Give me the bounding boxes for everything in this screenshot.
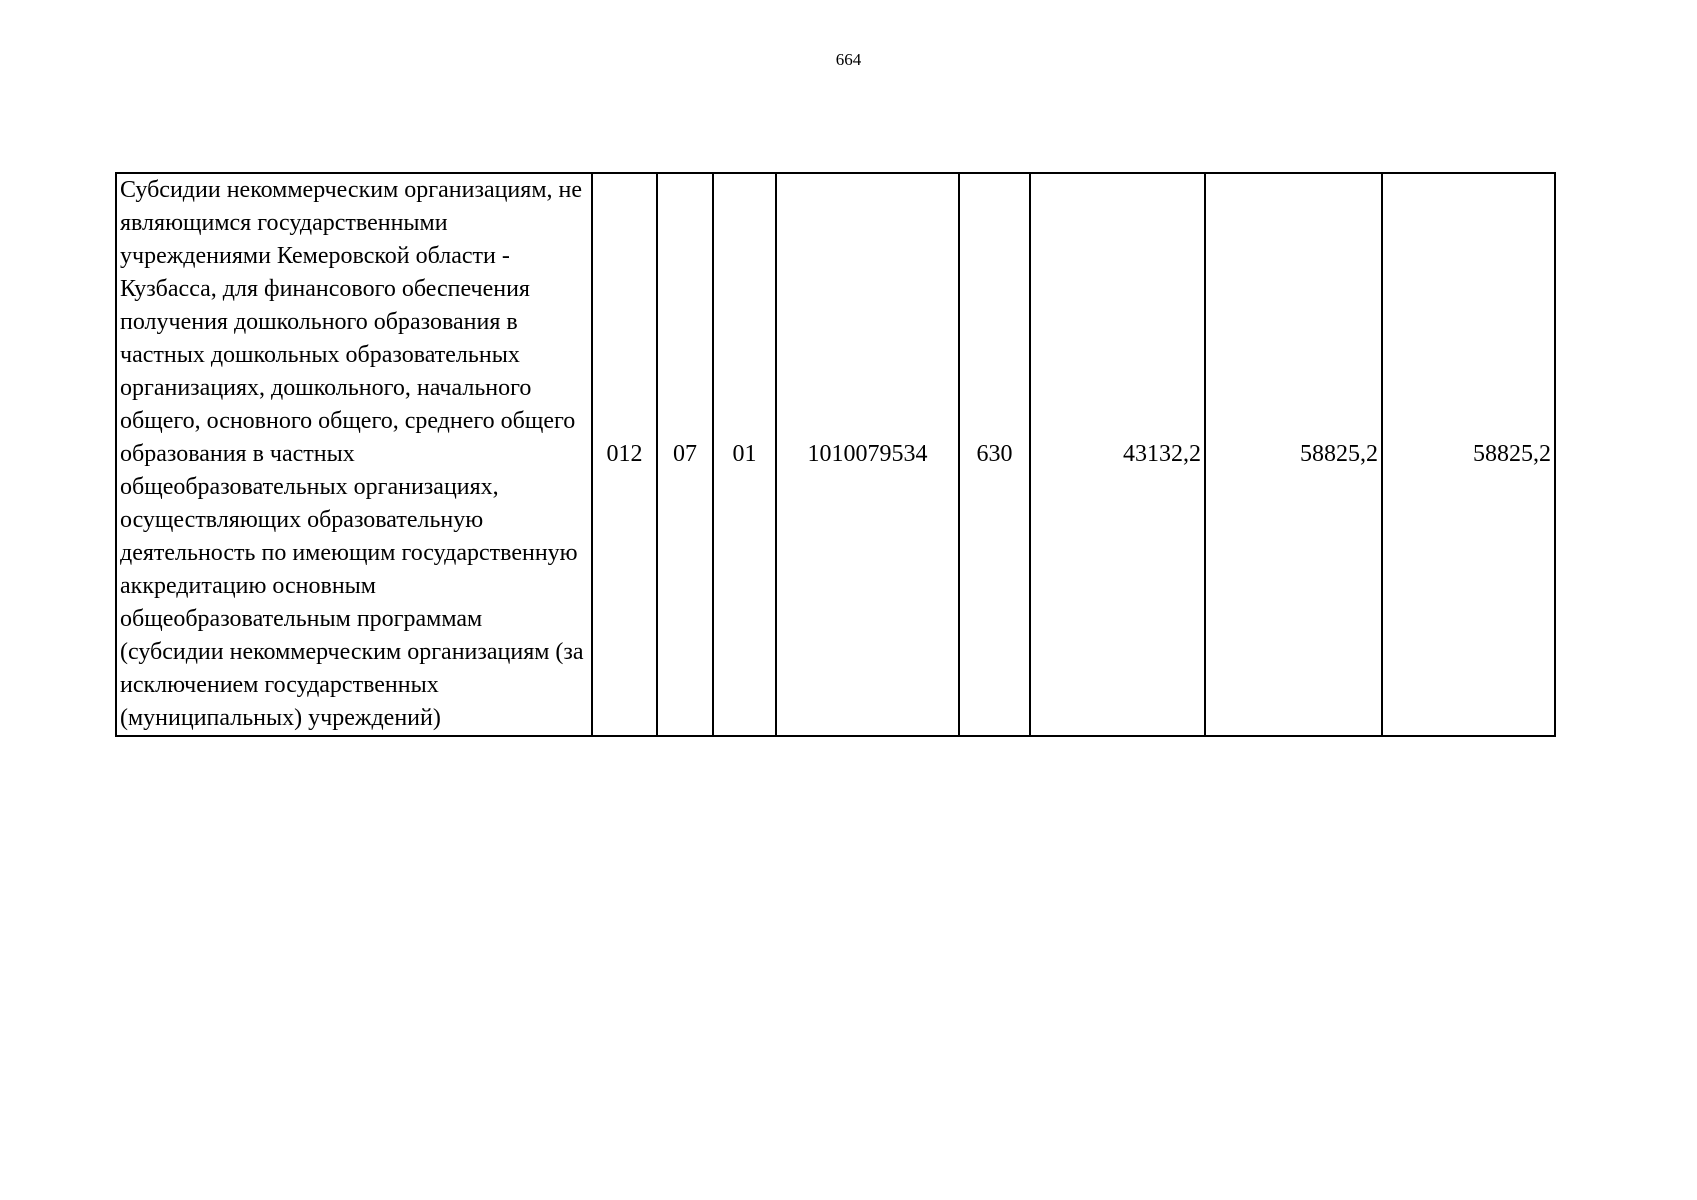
ministry-code-cell: 012 — [592, 173, 657, 736]
table-row — [116, 173, 1555, 736]
page-number: 664 — [835, 50, 862, 69]
subsection-cell: 01 — [713, 173, 776, 736]
expense-description: Субсидии некоммерческим организациям, не являющимся государственными учреждениями Кемеровской области - Кузбасса, для финансового обеспечения получения дошкольного образования в частных дошкольных образовательных организациях, дошкольного, начального общего, основного общего, среднего общего образования в частных общеобразовательных организациях, осуществляющих образовательную деятельность по имеющим государственную аккредитацию основным общеобразовательным программам (субсидии некоммерческим организациям (за исключением государственных (муниципальных) учреждений) — [116, 173, 592, 736]
section-cell: 07 — [657, 173, 713, 736]
target-article-cell: 1010079534 — [776, 173, 959, 736]
expense-type-cell: 630 — [959, 173, 1030, 736]
amount-year-2-cell: 58825,2 — [1205, 173, 1382, 736]
amount-year-1-cell: 43132,2 — [1030, 173, 1205, 736]
amount-year-3-cell: 58825,2 — [1382, 173, 1555, 736]
budget-table — [115, 172, 1556, 737]
